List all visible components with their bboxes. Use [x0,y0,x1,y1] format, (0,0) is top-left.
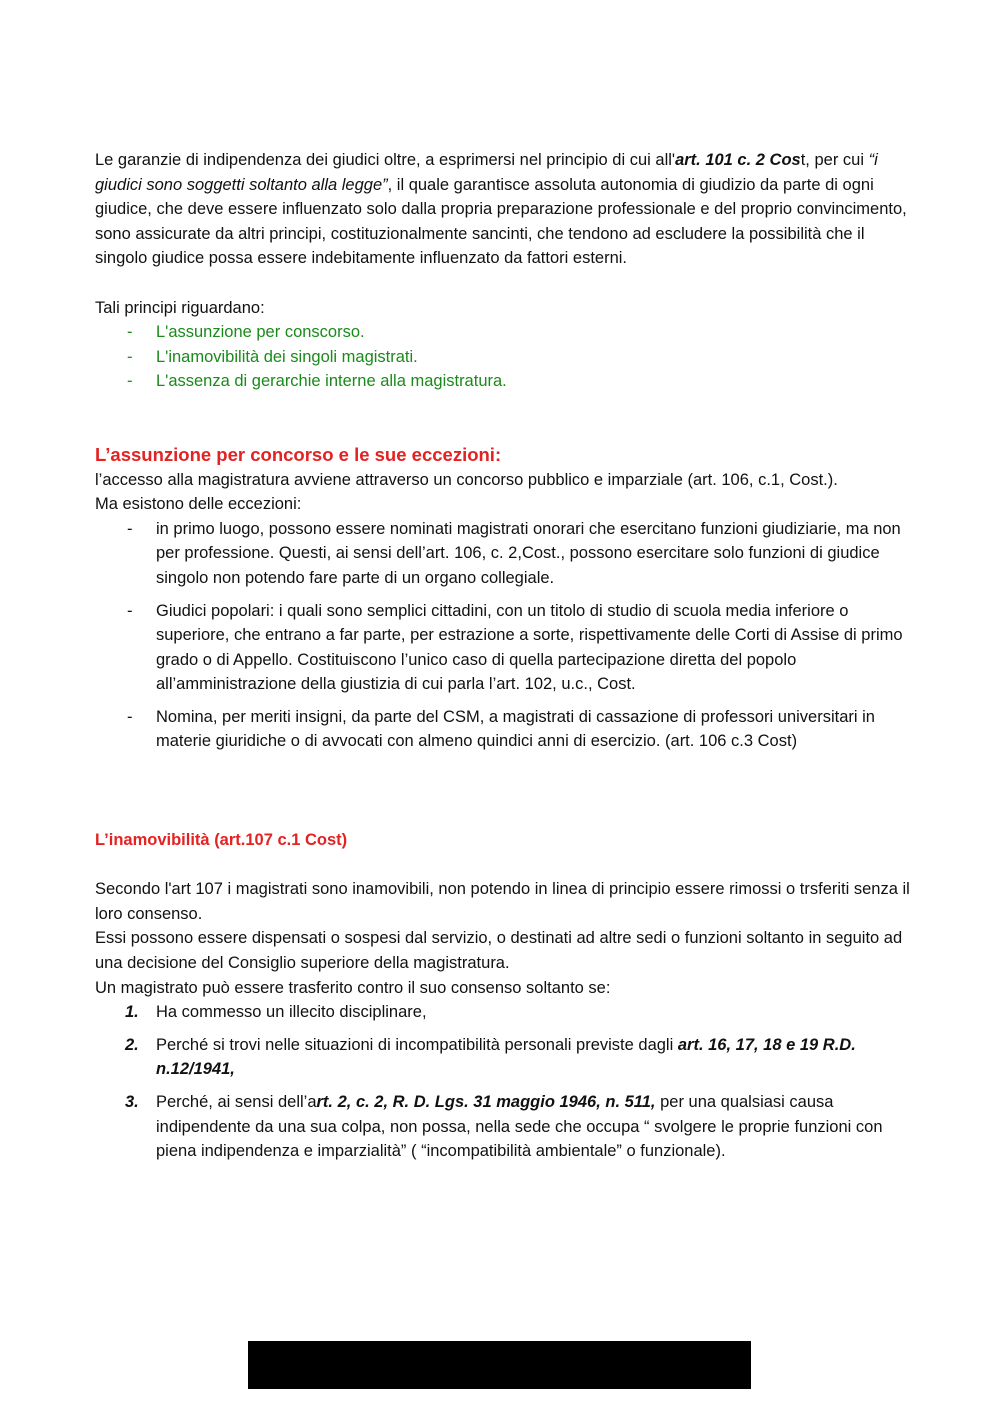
transfer-conditions-list [95,1000,910,1164]
quotation: “i giudici sono soggetti soltanto alla legge” [95,151,878,194]
item-text: Ha commesso un illecito disciplinare, [156,1003,427,1022]
intro-paragraph [95,148,910,271]
principles-intro: Tali principi riguardano: [95,298,265,317]
item-text: Perché, ai sensi dell’a [156,1093,317,1111]
paragraph: l’accesso alla magistratura avviene attraverso un concorso pubblico e imparziale (art. 106, c.1, Cost.). [95,470,838,489]
paragraph: Secondo l'art 107 i magistrati sono inamovibili, non potendo in linea di principio essere rimossi o trsferiti senza il loro consenso. [95,880,910,923]
paragraph: Essi possono essere dispensati o sospesi dal servizio, o destinati ad altre sedi o funzioni soltanto in seguito ad una decisione del Consiglio superiore della magistratura. [95,929,903,973]
list-item: - Nomina, per meriti insigni, da parte del CSM, a magistrati di cassazione di professori universitari in materie giuridiche o di avvocati con almeno quindici anni di esercizio. (art. 106 c.3 Cost) [95,705,910,754]
list-item: - in primo luogo, possono essere nominati magistrati onorari che esercitano funzioni giudiziarie, ma non per professione. Questi, ai sensi dell’art. 106, c. 2,Cost., possono esercitare solo funzioni di giudice singolo non potendo fare parte di un organo collegiale. [95,517,910,591]
article-reference: rt. 2, c. 2, R. D. Lgs. 31 maggio 1946, n. 511, [316,1093,656,1111]
text-span: , il quale garantisce assoluta autonomia di giudizio da parte di ogni giudice, che deve essere influenzato solo dalla propria preparazione professionale e del proprio convincimento, sono assicurate da altri principi, costituzionalmente sancinti, che tendono ad escludere la possibilità che il singolo giudice possa essere indebitamente influenzato da fattori esterni. [95,175,907,268]
text-span: Le garanzie di indipendenza dei giudici oltre, a esprimersi nel principio di cui all' [95,151,676,169]
item-number: 3. [125,1093,139,1111]
exceptions-list [95,517,910,754]
list-item [95,1090,910,1164]
list-item [95,1000,910,1025]
redaction-bar [248,1341,751,1389]
item-text: Perché si trovi nelle situazioni di incompatibilità personali previste dagli [156,1035,678,1054]
list-item: - L'inamovibilità dei singoli magistrati. [95,345,910,370]
article-reference: art. 16, 17, 18 e 19 R.D. n.12/1941, [156,1035,856,1079]
paragraph: Un magistrato può essere trasferito contro il suo consenso soltanto se: [95,978,611,997]
article-reference: art. 101 c. 2 Cos [675,151,801,169]
item-number: 2. [125,1035,139,1054]
list-item: - Giudici popolari: i quali sono semplici cittadini, con un titolo di studio di scuola media inferiore o superiore, che entrano a far parte, per estrazione a sorte, rispettivamente delle Corti di Assise di primo grado o di Appello. Costituiscono l’unico caso di quella partecipazione diretta del popolo all’amministrazione della giustizia di cui parla l’art. 102, u.c., Cost. [95,599,910,697]
list-item: - L'assunzione per conscorso. [95,320,910,345]
paragraph: Ma esistono delle eccezioni: [95,495,302,514]
list-item: - L'assenza di gerarchie interne alla magistratura. [95,369,910,394]
list-item [95,1033,910,1082]
text-span: t, per cui [800,151,869,169]
item-number: 1. [125,1003,139,1022]
item-text: per una qualsiasi causa indipendente da una sua colpa, non possa, nella sede che occupa “ svolgere le proprie funzioni con piena indipendenza e imparzialità” ( “incompatibilità ambientale” o funzionale). [156,1093,883,1161]
section-heading-inamovibilita: L’inamovibilità (art.107 c.1 Cost) [95,831,348,850]
principles-list [95,320,910,394]
section-heading-concorso: L’assunzione per concorso e le sue eccezioni: [95,443,502,465]
document-body [95,148,910,1172]
